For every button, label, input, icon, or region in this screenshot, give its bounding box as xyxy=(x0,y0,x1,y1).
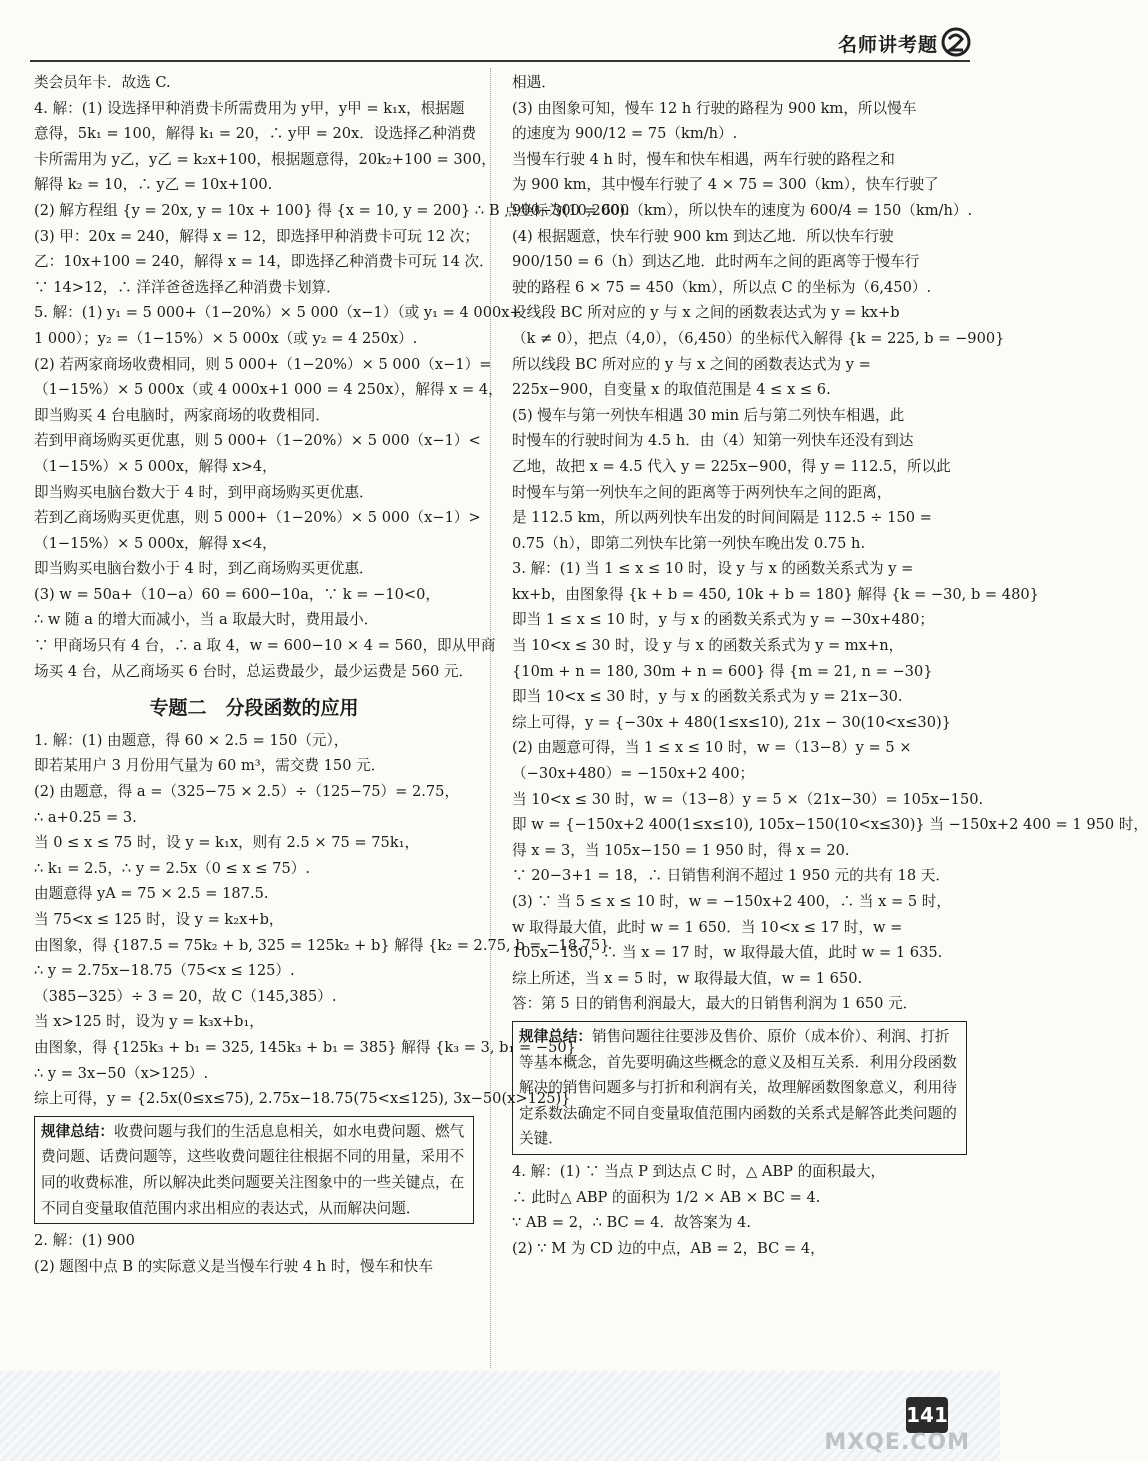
text-line: 105x−150，∴ 当 x = 17 时，w 取得最大值，此时 w = 1 635. xyxy=(512,944,943,962)
header-rule xyxy=(30,60,970,62)
text-line: 时慢车的行驶时间为 4.5 h．由（4）知第一列快车还没有到达 xyxy=(512,432,914,450)
text-line: 900−300 = 600（km），所以快车的速度为 600/4 = 150（km/h）. xyxy=(512,201,973,219)
text-line: 225x−900，自变量 x 的取值范围是 4 ≤ x ≤ 6. xyxy=(512,381,831,399)
text-line: 是 112.5 km，所以两列快车出发的时间间隔是 112.5 ÷ 150 = xyxy=(512,509,932,527)
text-line: (4) 根据题意，快车行驶 900 km 到达乙地．所以快车行驶 xyxy=(512,227,894,245)
text-line: 1. 解：(1) 由题意，得 60 × 2.5 = 150（元）， xyxy=(34,731,349,749)
text-line: 即当购买电脑台数大于 4 时，到甲商场购买更优惠． xyxy=(34,483,374,501)
text-line: 解得 k₂ = 10，∴ y乙 = 10x+100. xyxy=(34,176,273,194)
text-line: 的速度为 900/12 = 75（km/h）. xyxy=(512,125,738,143)
text-line: 意得，5k₁ = 100，解得 k₁ = 20，∴ y甲 = 20x．设选择乙种消费 xyxy=(34,125,477,143)
summary-text: 销售问题往往要涉及售价、原价（成本价）、利润、打折等基本概念，首先要明确这些概念的意义及相互关系．利用分段函数解决的销售问题多与打折和利润有关，故理解函数图象意义，利用待定系数法确定不同自变量取值范围内函数的关系式是解答此类问题的关键． xyxy=(519,1027,957,1148)
text-line: （−30x+480）= −150x+2 400； xyxy=(512,765,755,783)
summary-text: 收费问题与我们的生活息息相关，如水电费问题、燃气费问题、话费问题等，这些收费问题往往根据不同的用量，采用不同的收费标准，所以解决此类问题要关注图象中的一些关键点，在不同自变量取值范围内求出相应的表达式，从而解决问题． xyxy=(41,1122,465,1217)
text-line: 当 10<x ≤ 30 时，设 y 与 x 的函数关系式为 y = mx+n， xyxy=(512,637,904,655)
text-line: 综上可得，y = {−30x + 480(1≤x≤10), 21x − 30(10<x≤30)} xyxy=(512,713,951,731)
text-line: (2) 若两家商场收费相同，则 5 000+（1−20%）× 5 000（x−1）= xyxy=(34,355,492,373)
text-line: 即当 1 ≤ x ≤ 10 时，y 与 x 的函数关系式为 y = −30x+480； xyxy=(512,611,934,629)
text-line: 4. 解：(1) ∵ 当点 P 到达点 C 时，△ ABP 的面积最大， xyxy=(512,1162,886,1180)
text-line: ∴ k₁ = 2.5，∴ y = 2.5x（0 ≤ x ≤ 75）. xyxy=(34,859,310,877)
text-line: 场买 4 台，从乙商场买 6 台时，总运费最少，最少运费是 560 元． xyxy=(34,662,474,680)
page-number: 141 xyxy=(906,1397,948,1433)
right-column xyxy=(512,70,1148,1261)
text-line: 即当购买 4 台电脑时，两家商场的收费相同． xyxy=(34,406,330,424)
text-line: 卡所需用为 y乙，y乙 = k₂x+100，根据题意得，20k₂+100 = 300， xyxy=(34,150,496,168)
text-line: ∵ 20−3+1 = 18，∴ 日销售利润不超过 1 950 元的共有 18 天． xyxy=(512,867,950,885)
text-line: （385−325）÷ 3 = 20，故 C（145,385）. xyxy=(34,987,337,1005)
text-line: 当 75<x ≤ 125 时，设 y = k₂x+b， xyxy=(34,911,284,928)
header-brand: 名师讲考题 xyxy=(837,34,938,56)
text-line: (2) 由题意可得，当 1 ≤ x ≤ 10 时，w =（13−8）y = 5 × xyxy=(512,739,912,757)
text-line: kx+b，由图象得 {k + b = 450, 10k + b = 180} 解得 {k = −30, b = 480} xyxy=(512,585,1039,603)
text-line: {10m + n = 180, 30m + n = 600} 得 {m = 21, n = −30} xyxy=(512,662,933,680)
text-line: (2) 解方程组 {y = 20x, y = 10x + 100} 得 {x = 10, y = 200} ∴ B 点坐标为(10,200). xyxy=(34,201,630,219)
text-line: 设线段 BC 所对应的 y 与 x 之间的函数表达式为 y = kx+b xyxy=(512,304,900,322)
text-line: 所以线段 BC 所对应的 y 与 x 之间的函数表达式为 y = xyxy=(512,355,871,373)
text-line: 若到甲商场购买更优惠，则 5 000+（1−20%）× 5 000（x−1）< xyxy=(34,432,481,450)
summary-tag: 规律总结： xyxy=(519,1027,592,1045)
text-line: （1−15%）× 5 000x（或 4 000x+1 000 = 4 250x），解得 x = 4， xyxy=(34,381,503,399)
section-title: 专题二 分段函数的应用 xyxy=(149,697,359,720)
text-line: 2. 解：(1) 900 xyxy=(34,1232,135,1250)
text-line: 若到乙商场购买更优惠，则 5 000+（1−20%）× 5 000（x−1）> xyxy=(34,509,481,527)
text-line: ∴ y = 2.75x−18.75（75<x ≤ 125）. xyxy=(34,962,295,980)
right-solutions-2 xyxy=(512,1159,967,1261)
text-line: 当 10<x ≤ 30 时，w =（13−8）y = 5 ×（21x−30）= 105x−150. xyxy=(512,790,984,808)
right-solutions xyxy=(512,70,1148,1017)
text-line: 时慢车与第一列快车之间的距离等于两列快车之间的距离， xyxy=(512,483,892,501)
text-line: 乙地，故把 x = 4.5 代入 y = 225x−900，得 y = 112.5，所以此 xyxy=(512,457,951,475)
text-line: ∴ 此时△ ABP 的面积为 1/2 × AB × BC = 4. xyxy=(512,1188,821,1206)
text-line: 0.75（h），即第二列快车比第一列快车晚出发 0.75 h. xyxy=(512,534,866,552)
text-line: ∴ y = 3x−50（x>125）. xyxy=(34,1064,209,1082)
text-line: 900/150 = 6（h）到达乙地．此时两车之间的距离等于慢车行 xyxy=(512,253,920,271)
text-line: 即当购买电脑台数小于 4 时，到乙商场购买更优惠． xyxy=(34,560,374,578)
text-line: (3) w = 50a+（10−a）60 = 600−10a，∵ k = −10<0， xyxy=(34,585,441,603)
text-line: 由题意得 yA = 75 × 2.5 = 187.5. xyxy=(34,885,269,903)
text-line: (3) 甲：20x = 240，解得 x = 12，即选择甲种消费卡可玩 12 次； xyxy=(34,227,479,245)
text-line: w 取得最大值，此时 w = 1 650．当 10<x ≤ 17 时，w = xyxy=(512,918,903,936)
text-line: 当 0 ≤ x ≤ 75 时，设 y = k₁x，则有 2.5 × 75 = 75k₁， xyxy=(34,834,420,852)
text-line: 类会员年卡．故选 C. xyxy=(34,74,171,91)
text-line: 由图象，得 {187.5 = 75k₂ + b, 325 = 125k₂ + b} 解得 {k₂ = 2.75, b = −18.75} xyxy=(34,936,610,954)
text-line: 即 w = {−150x+2 400(1≤x≤10), 105x−150(10<x≤30)} 当 −150x+2 400 = 1 950 时， xyxy=(512,816,1148,834)
text-line: 综上所述，当 x = 5 时，w 取得最大值，w = 1 650. xyxy=(512,969,863,987)
text-line: (2) 题图中点 B 的实际意义是当慢车行驶 4 h 时，慢车和快车 xyxy=(34,1257,433,1275)
text-line: (5) 慢车与第一列快车相遇 30 min 后与第二列快车相遇，此 xyxy=(512,406,905,424)
summary-box-right xyxy=(512,1021,967,1155)
text-line: 由图象，得 {125k₃ + b₁ = 325, 145k₃ + b₁ = 385} 解得 {k₃ = 3, b₁ = −50} xyxy=(34,1038,576,1056)
text-line: 当 x>125 时，设为 y = k₃x+b₁， xyxy=(34,1013,264,1031)
text-line: 乙：10x+100 = 240，解得 x = 14，即选择乙种消费卡可玩 14 次． xyxy=(34,253,494,271)
left-solutions-3 xyxy=(34,1228,474,1279)
text-line: ∵ AB = 2，∴ BC = 4．故答案为 4. xyxy=(512,1214,751,1232)
text-line: 即当 10<x ≤ 30 时，y 与 x 的函数关系式为 y = 21x−30. xyxy=(512,688,903,706)
text-line: 4. 解：(1) 设选择甲种消费卡所需费用为 y甲，y甲 = k₁x，根据题 xyxy=(34,99,465,117)
text-line: 得 x = 3，当 105x−150 = 1 950 时，得 x = 20. xyxy=(512,841,850,859)
text-line: (2) 由题意，得 a =（325−75 × 2.5）÷（125−75）= 2.75， xyxy=(34,783,460,801)
text-line: ∴ a+0.25 = 3. xyxy=(34,808,137,826)
text-line: 综上可得，y = {2.5x(0≤x≤75), 2.75x−18.75(75<x≤125), 3x−50(x>125)} xyxy=(34,1090,571,1108)
text-line: 当慢车行驶 4 h 时，慢车和快车相遇，两车行驶的路程之和 xyxy=(512,150,895,168)
text-line: （1−15%）× 5 000x，解得 x>4， xyxy=(34,457,277,475)
text-line: 相遇． xyxy=(512,74,556,91)
watermark: MXQE.COM xyxy=(824,1430,970,1455)
summary-tag: 规律总结： xyxy=(41,1122,114,1140)
logo-icon xyxy=(940,26,972,58)
text-line: ∵ 14>12，∴ 洋洋爸爸选择乙种消费卡划算． xyxy=(34,278,341,296)
text-line: （k ≠ 0），把点（4,0），（6,450）的坐标代入解得 {k = 225, b = −900} xyxy=(512,329,1005,347)
text-line: 答：第 5 日的销售利润最大，最大的日销售利润为 1 650 元． xyxy=(512,995,918,1013)
text-line: 3. 解：(1) 当 1 ≤ x ≤ 10 时，设 y 与 x 的函数关系式为 y = xyxy=(512,560,914,578)
text-line: (3) 由图象可知，慢车 12 h 行驶的路程为 900 km，所以慢车 xyxy=(512,99,917,117)
text-line: (3) ∵ 当 5 ≤ x ≤ 10 时，w = −150x+2 400，∴ 当 x = 5 时， xyxy=(512,893,951,910)
text-line: 即若某用户 3 月份用气量为 60 m³，需交费 150 元． xyxy=(34,757,386,775)
text-line: 1 000）；y₂ =（1−15%）× 5 000x（或 y₂ = 4 250x）. xyxy=(34,329,418,347)
text-line: 为 900 km，其中慢车行驶了 4 × 75 = 300（km），快车行驶了 xyxy=(512,176,939,194)
text-line: 5. 解：(1) y₁ = 5 000+（1−20%）× 5 000（x−1）（或 y₁ = 4 000x+ xyxy=(34,304,522,322)
summary-box-left xyxy=(34,1116,474,1224)
text-line: 驶的路程 6 × 75 = 450（km），所以点 C 的坐标为（6,450）. xyxy=(512,278,932,296)
text-line: （1−15%）× 5 000x，解得 x<4， xyxy=(34,534,277,552)
text-line: ∵ 甲商场只有 4 台，∴ a 取 4，w = 600−10 × 4 = 560，即从甲商 xyxy=(34,637,496,655)
text-line: ∴ w 随 a 的增大而减小，当 a 取最大时，费用最小． xyxy=(34,611,379,629)
text-line: (2) ∵ M 为 CD 边的中点，AB = 2，BC = 4， xyxy=(512,1239,825,1257)
